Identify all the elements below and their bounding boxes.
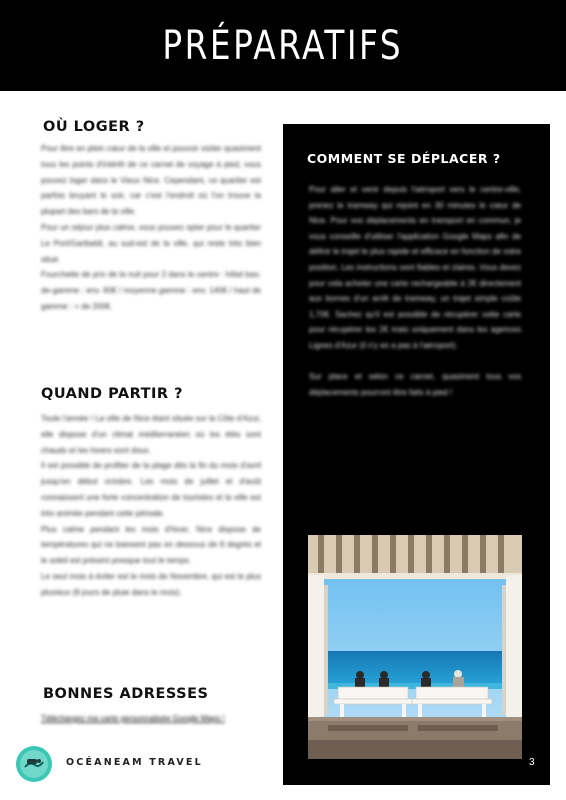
loger-paragraph-2: Pour un séjour plus calme, vous pouvez opter pour le quartier Le Port/Garibaldi, au sud-est de la ville, qui reste très bien situé. xyxy=(41,222,261,264)
footer-brand: OCÉANEAM TRAVEL xyxy=(66,757,203,768)
section-body-deplacer xyxy=(309,182,521,400)
loger-paragraph-1: Pour être en plein cœur de la ville et pouvoir visiter quasiment tous les points d'intérêt de ce carnet de voyage à pied, vous pouvez loger dans le Vieux Nice. Cependant, ce quartier est parfois bruyant le soir, car c'est l'endroit où l'on trouve la plupart des bars de la ville. xyxy=(41,144,261,217)
page-number: 3 xyxy=(529,757,535,768)
section-body-partir xyxy=(41,411,261,601)
deplacer-paragraph-2: Sur place et selon ce carnet, quasiment tous vos déplacements pourront être faits à pied ! xyxy=(309,372,521,397)
section-title-adresses: BONNES ADRESSES xyxy=(43,686,209,702)
partir-paragraph-2: Il est possible de profiter de la plage dès la fin du mois d'avril jusqu'en début octobre. Les mois de juillet et d'août connaissent une forte concentration de touristes et la ville est très animée pendant cette période. xyxy=(41,461,261,518)
transport-panel xyxy=(283,124,550,785)
oceaneam-logo xyxy=(15,745,53,783)
page-title: PRÉPARATIFS xyxy=(162,22,404,69)
section-title-deplacer: COMMENT SE DÉPLACER ? xyxy=(307,151,501,166)
partir-paragraph-4: Le seul mois à éviter est le mois de Novembre, qui est le plus pluvieux (8 jours de pluie dans le mois). xyxy=(41,571,261,597)
partir-paragraph-1: Toute l'année ! La ville de Nice étant située sur la Côte d'Azur, elle dispose d'un climat méditerranéen où les étés sont chauds et les hivers sont doux. xyxy=(41,414,261,455)
loger-paragraph-3: Fourchette de prix de la nuit pour 2 dans le centre : hôtel bas-de-gamme : env. 60€ / moyenne gamme : env. 140€ / haut de gamme : + de 200€. xyxy=(41,270,261,311)
section-title-loger: OÙ LOGER ? xyxy=(43,119,145,135)
deplacer-paragraph-1: Pour aller et venir depuis l'aéroport vers le centre-ville, prenez le tramway qui rejoint en 30 minutes le cœur de Nice. Pour vos déplacements en transport en commun, je vous conseille d'utiliser l'application Google Maps afin de définir le trajet le plus rapide et efficace en fonction de votre position. Les instructions sont fiables et claires. Vous devez pour cela acheter une carte rechargeable à 2€ directement aux bornes d'un arrêt de tramway, un trajet simple coûte 1,70€. Sachez qu'il est possible de récupérer cette carte pour récupérer les 2€ mais uniquement dans les agences Lignes d'Azur (il n'y en a pas à l'aéroport). xyxy=(309,185,521,350)
partir-paragraph-3: Plus calme pendant les mois d'hiver, Nice dispose de températures qui ne baissent pas en dessous de 8 degrés et le soleil est présent presque tout le temps. xyxy=(41,524,261,566)
section-title-partir: QUAND PARTIR ? xyxy=(41,386,184,402)
section-body-loger xyxy=(41,141,261,315)
promenade-photo xyxy=(308,535,522,759)
section-body-adresses xyxy=(41,711,261,727)
google-maps-link[interactable]: Téléchargez ma carte personnalisée Google Maps ! xyxy=(41,714,225,723)
page-header xyxy=(0,0,566,91)
